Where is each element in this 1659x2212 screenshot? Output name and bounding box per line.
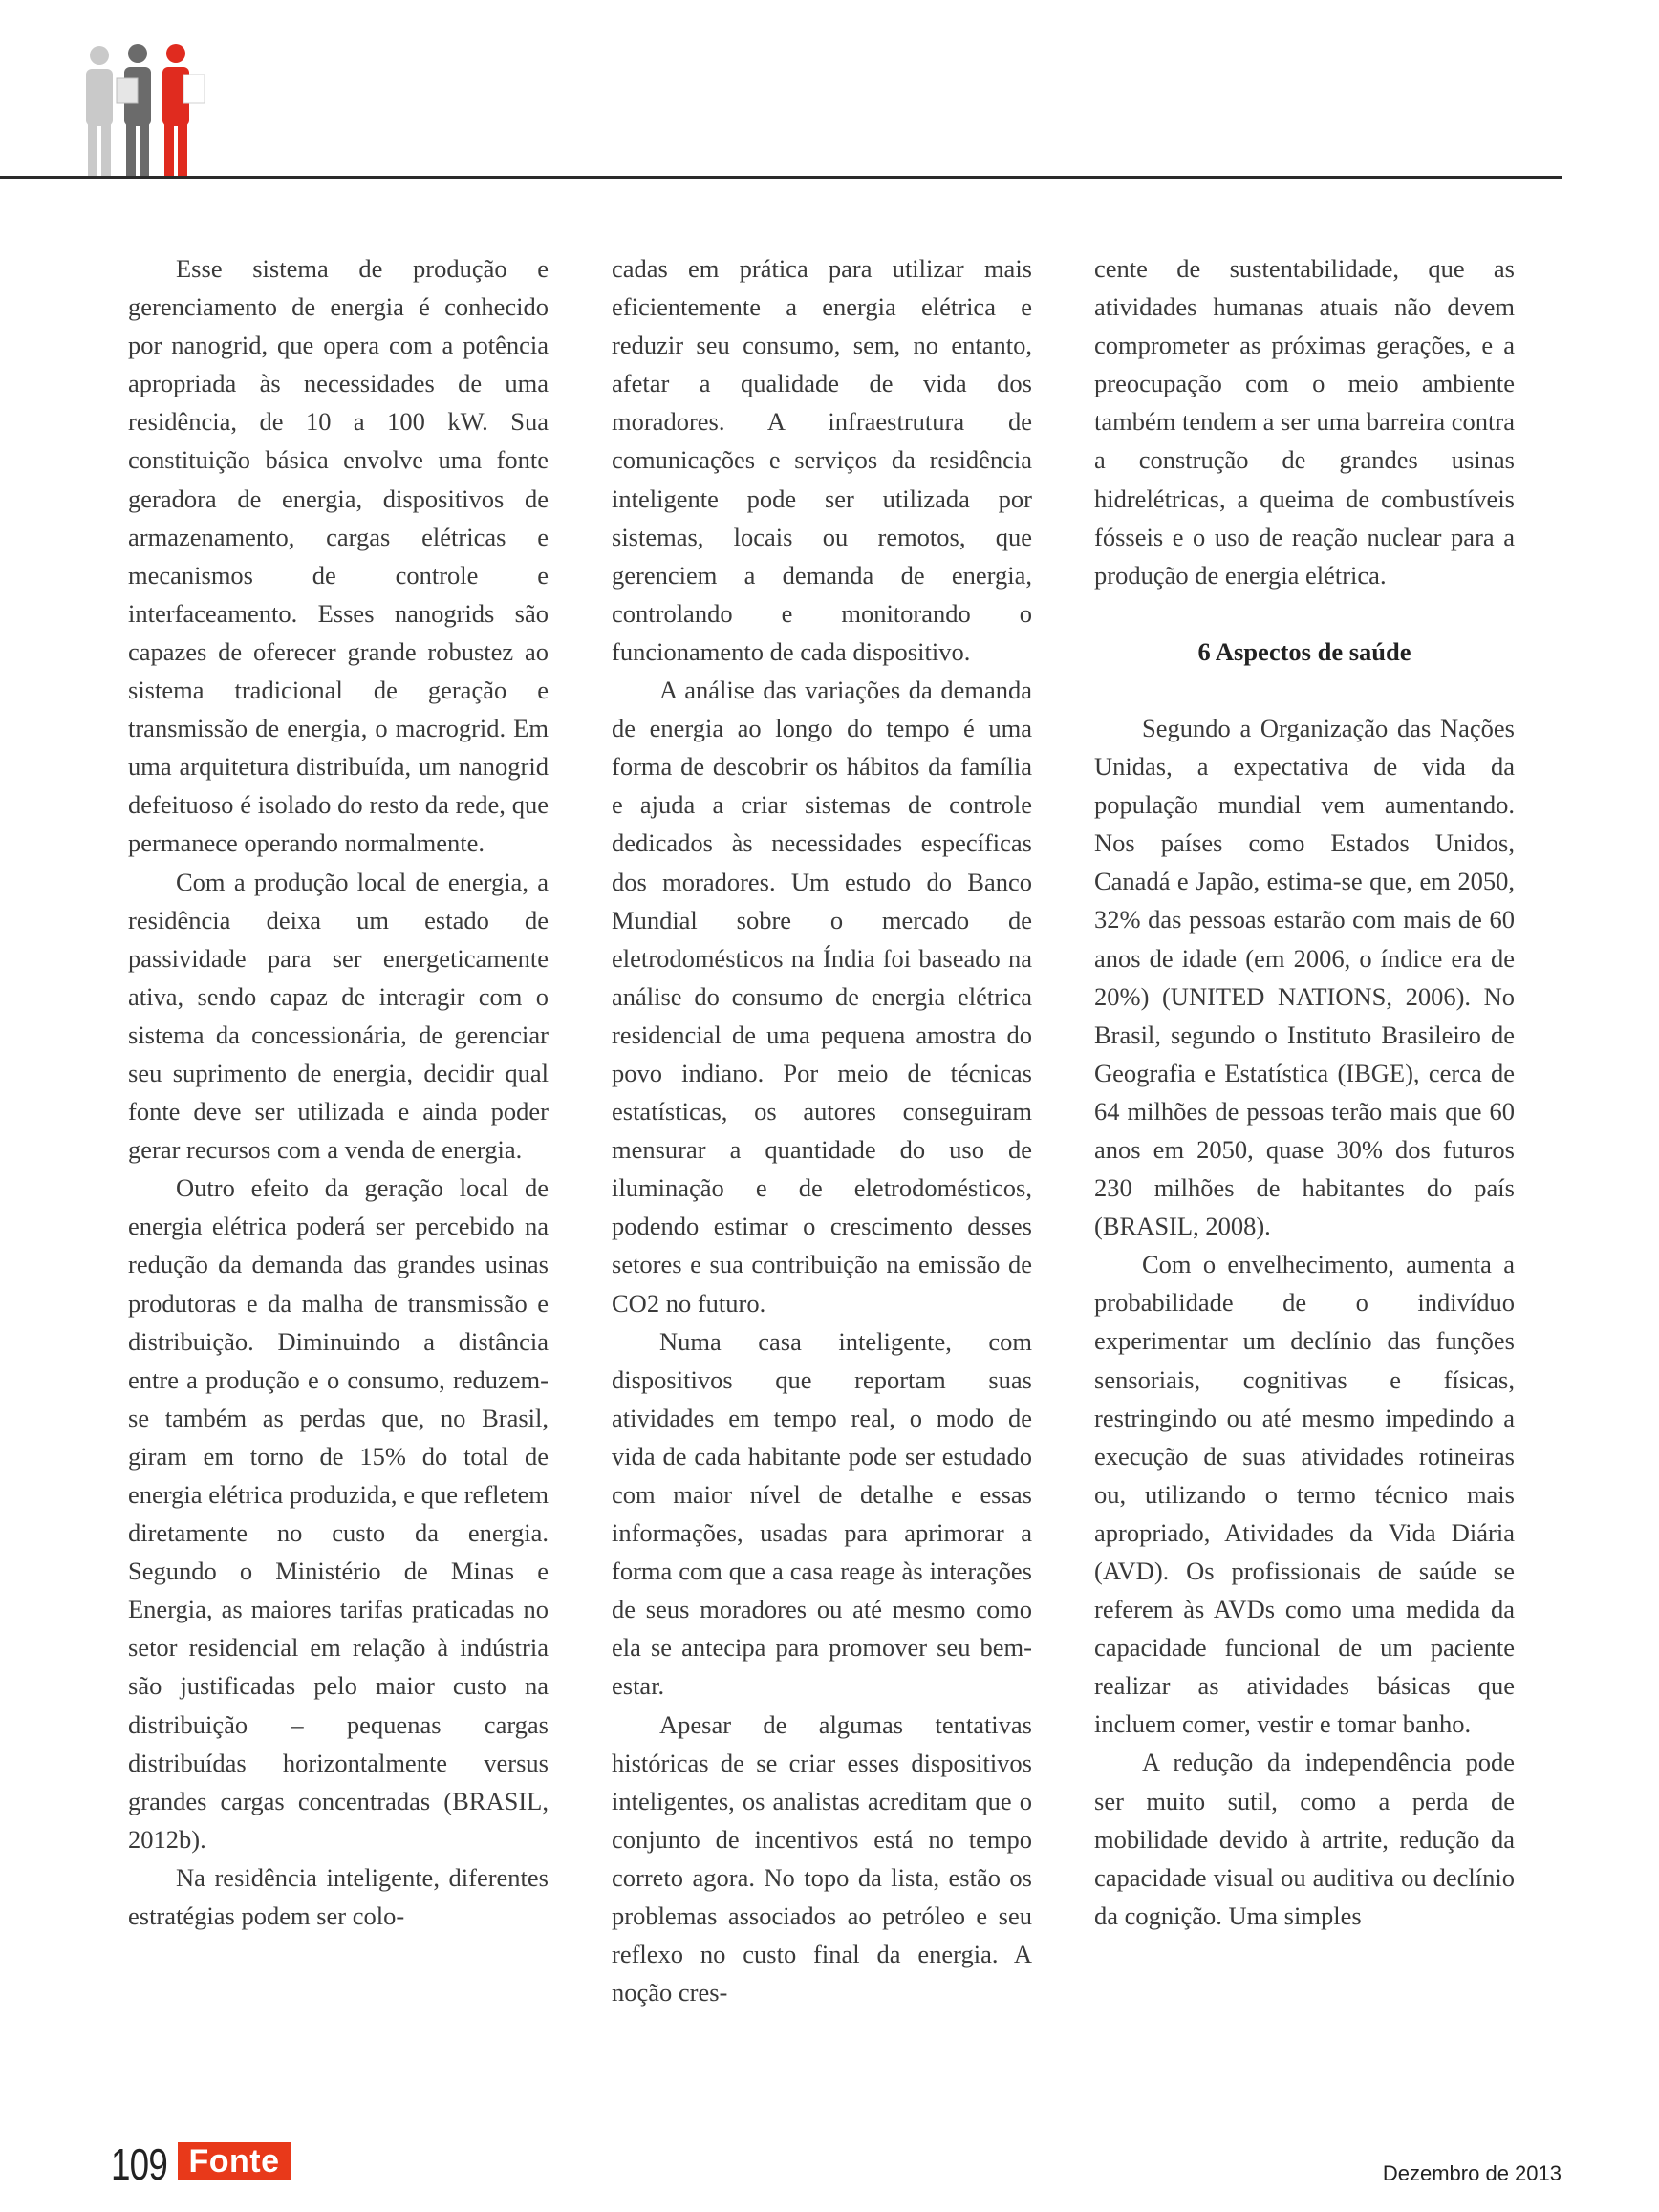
paragraph: cadas em prática para utilizar mais eficientemente a energia elétrica e reduzir seu consumo, sem, no entanto, afetar a qualidade de vida dos moradores. A infraestrutura de comunicações e serviços da residência inteligente pode ser utilizada por sistemas, locais ou remotos, que gerenciem a demanda de energia, controlando e monitorando o funcionamento de cada dispositivo. (612, 254, 1032, 666)
paragraph: A análise das variações da demanda de energia ao longo do tempo é uma forma de descobrir os hábitos da família e ajuda a criar sistemas de controle dedicados às necessidades específicas dos moradores. Um estudo do Banco Mundial sobre o mercado de eletrodomésticos na Índia foi baseado na análise do consumo de energia elétrica residencial de uma pequena amostra do povo indiano. Por meio de técnicas estatísticas, os autores conseguiram mensurar a quantidade do uso de iluminação e de eletrodomésticos, podendo estimar o crescimento desses setores e sua contribuição na emissão de CO2 no futuro. (612, 676, 1032, 1318)
three-people-icon (78, 40, 222, 179)
paragraph: cente de sustentabilidade, que as atividades humanas atuais não devem comprometer as próximas gerações, e a preocupação com o meio ambiente também tendem a ser uma barreira contra a construção de grandes usinas hidrelétricas, a queima de combustíveis fósseis e o uso de reação nuclear para a produção de energia elétrica. (1094, 254, 1515, 590)
paragraph: Segundo a Organização das Nações Unidas, a expectativa de vida da população mundial vem aumentando. Nos países como Estados Unidos, Canadá e Japão, estima-se que, em 2050, 32% das pessoas estarão com mais de 60 anos de idade (em 2006, o índice era de 20%) (UNITED NATIONS, 2006). No Brasil, segundo o Instituto Brasileiro de Geografia e Estatística (IBGE), cerca de 64 milhões de pessoas terão mais que 60 anos em 2050, quase 30% dos futuros 230 milhões de habitantes do país (BRASIL, 2008). (1094, 713, 1515, 1241)
issue-date: Dezembro de 2013 (1382, 2161, 1562, 2185)
header-rule (0, 176, 1562, 179)
paragraph: Apesar de algumas tentativas históricas de se criar esses dispositivos inteligentes, os analistas acreditam que o conjunto de incentivos está no tempo correto agora. No topo da lista, estão os problemas associados ao petróleo e seu reflexo no custo final da energia. A noção cres- (612, 1709, 1032, 2008)
page-number: 109 (111, 2139, 167, 2189)
text-column-1 (128, 249, 549, 1935)
paragraph: Esse sistema de produção e gerenciamento de energia é conhecido por nanogrid, que opera com a potência apropriada às necessidades de uma residência, de 10 a 100 kW. Sua constituição básica envolve uma fonte geradora de energia, dispositivos de armazenamento, cargas elétricas e mecanismos de controle e interfaceamento. Esses nanogrids são capazes de oferecer grande robustez ao sistema tradicional de geração e transmissão de energia, o macrogrid. Em uma arquitetura distribuída, um nanogrid defeituoso é isolado do resto da rede, que permanece operando normalmente. (128, 254, 549, 858)
brand-logo: Fonte (178, 2142, 291, 2180)
text-column-3 (1094, 249, 1515, 1935)
paragraph: Na residência inteligente, diferentes estratégias podem ser colo- (128, 1862, 549, 1931)
paragraph: A redução da independência pode ser muito sutil, como a perda de mobilidade devido à artrite, redução da capacidade visual ou auditiva ou declínio da cognição. Uma simples (1094, 1748, 1515, 1930)
paragraph: Numa casa inteligente, com dispositivos que reportam suas atividades em tempo real, o modo de vida de cada habitante pode ser estudado com maior nível de detalhe e essas informações, usadas para aprimorar a forma com que a casa reage às interações de seus moradores ou até mesmo como ela se antecipa para promover seu bem-estar. (612, 1326, 1032, 1701)
section-heading: 6 Aspectos de saúde (1197, 636, 1411, 666)
text-column-2 (612, 249, 1032, 2011)
paragraph: Outro efeito da geração local de energia elétrica poderá ser percebido na redução da demanda das grandes usinas produtoras e da malha de transmissão e distribuição. Diminuindo a distância entre a produção e o consumo, reduzem-se também as perdas que, no Brasil, giram em torno de 15% do total de energia elétrica produzida, e que refletem diretamente no custo da energia. Segundo o Ministério de Minas e Energia, as maiores tarifas praticadas no setor residencial em relação à indústria são justificadas pelo maior custo na distribuição – pequenas cargas distribuídas horizontalmente versus grandes cargas concentradas (BRASIL, 2012b). (128, 1173, 549, 1854)
paragraph: Com a produção local de energia, a residência deixa um estado de passividade para ser energeticamente ativa, sendo capaz de interagir com o sistema da concessionária, de gerenciar seu suprimento de energia, decidir qual fonte deve ser utilizada e ainda poder gerar recursos com a venda de energia. (128, 867, 549, 1165)
paragraph: Com o envelhecimento, aumenta a probabilidade de o indivíduo experimentar um declínio das funções sensoriais, cognitivas e físicas, restringindo ou até mesmo impedindo a execução de suas atividades rotineiras ou, utilizando o termo técnico mais apropriado, Atividades da Vida Diária (AVD). Os profissionais de saúde se referem às AVDs como uma medida da capacidade funcional de um paciente realizar as atividades básicas que incluem comer, vestir e tomar banho. (1094, 1250, 1515, 1739)
